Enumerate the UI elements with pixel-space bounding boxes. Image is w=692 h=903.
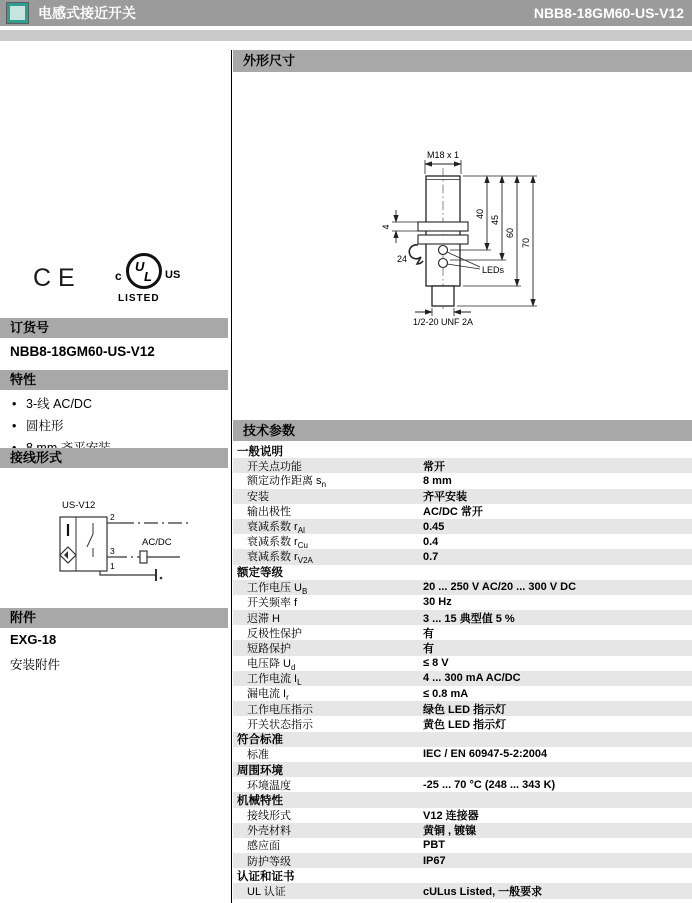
- spec-value: IEC / EN 60947-5-2:2004: [423, 748, 548, 761]
- spec-value: 有: [423, 627, 434, 640]
- tech-section-header: 技术参数: [233, 420, 692, 441]
- nut-thickness-label: 4: [381, 224, 391, 230]
- spec-label: 标准: [247, 749, 269, 762]
- terminal-3-label: 3: [110, 546, 115, 556]
- spec-label: 符合标准: [237, 734, 283, 747]
- spec-value: 常开: [423, 460, 445, 473]
- spec-label: 外壳材料: [247, 825, 291, 838]
- order-number-value: NBB8-18GM60-US-V12: [10, 344, 155, 359]
- spec-row: [233, 489, 692, 504]
- spec-row: [233, 671, 692, 686]
- spec-label: 衰减系数 $r_{Cu}$: [247, 536, 308, 551]
- spec-row: [233, 580, 692, 595]
- spec-row: [233, 777, 692, 792]
- spec-label: 输出极性: [247, 506, 291, 519]
- spec-row: [233, 549, 692, 564]
- tech-table: [233, 443, 692, 899]
- spec-label: 工作电压 $U_B$: [247, 581, 308, 596]
- spec-value: AC/DC 常开: [423, 506, 483, 519]
- header-part-number: NBB8-18GM60-US-V12: [533, 5, 684, 21]
- dim-70-label: 70: [521, 237, 531, 249]
- wiring-diagram: [30, 487, 210, 597]
- spec-label: 感应面: [247, 840, 280, 853]
- dim-60-label: 60: [505, 227, 515, 239]
- spec-row: [233, 701, 692, 716]
- spec-label: 工作电压指示: [247, 703, 313, 716]
- ul-c-label: c: [115, 269, 122, 283]
- spec-value: ≤ 0.8 mA: [423, 687, 469, 700]
- spec-value: 30 Hz: [423, 596, 452, 609]
- spec-label: 接线形式: [247, 810, 291, 823]
- header-substrip: [0, 30, 692, 41]
- connection-section-header: 接线形式: [0, 448, 228, 468]
- spec-label: 迟滞 H: [247, 612, 280, 625]
- spec-value: cULus Listed, 一般要求: [423, 886, 543, 899]
- spec-label: 额定等级: [237, 567, 283, 580]
- spec-label: 周围环境: [237, 764, 283, 777]
- spec-row: [233, 883, 692, 898]
- spec-row: [233, 823, 692, 838]
- spec-label: 安装: [247, 491, 269, 504]
- accessory-name: EXG-18: [10, 632, 57, 647]
- thread-top-label: M18 x 1: [426, 150, 460, 160]
- spec-label: 额定动作距离 $s_n$: [247, 475, 327, 490]
- feature-item: • 圆柱形: [10, 415, 225, 437]
- spec-value: 黄色 LED 指示灯: [423, 718, 507, 731]
- spec-row: [233, 640, 692, 655]
- spec-value: 4 ... 300 mA AC/DC: [423, 672, 521, 685]
- spec-label: 短路保护: [247, 643, 291, 656]
- spec-section-header: [233, 792, 692, 807]
- spec-row: [233, 519, 692, 534]
- load-symbol: [140, 551, 147, 563]
- thread-bottom-label: 1/2-20 UNF 2A: [412, 317, 474, 327]
- spec-label: 环境温度: [247, 779, 291, 792]
- spec-label: UL 认证: [247, 886, 286, 899]
- spec-row: [233, 458, 692, 473]
- wiring-model-label: US-V12: [62, 500, 96, 511]
- spec-value: 3 ... 15 典型值 5 %: [423, 612, 515, 625]
- ul-u-letter: U: [135, 259, 145, 274]
- spec-label: 衰减系数 $r_{V2A}$: [247, 551, 313, 566]
- spec-value: 0.7: [423, 550, 439, 563]
- spec-section-header: [233, 762, 692, 777]
- spec-value: 8 mm: [423, 474, 452, 487]
- spec-label: 反极性保护: [247, 627, 302, 640]
- spec-section-header: [233, 443, 692, 458]
- spec-row: [233, 686, 692, 701]
- spec-label: 防护等级: [247, 855, 291, 868]
- accessories-section-header: 附件: [0, 608, 228, 628]
- leds-label: LEDs: [482, 265, 505, 275]
- order-number-section-header: 订货号: [0, 318, 228, 338]
- spec-label: 衰减系数 $r_{Al}$: [247, 520, 305, 536]
- spec-value: ≤ 8 V: [423, 657, 449, 670]
- ul-l-letter: L: [144, 269, 152, 284]
- spec-row: [233, 625, 692, 640]
- terminal-2-label: 2: [110, 512, 115, 522]
- dimensions-section-header: 外形尺寸: [233, 50, 692, 72]
- top-header-bar: [0, 0, 692, 26]
- spec-value: IP67: [423, 854, 446, 867]
- ul-circle-icon: [126, 253, 162, 289]
- brand-square-icon: [7, 3, 28, 23]
- spec-value: 0.4: [423, 535, 439, 548]
- spec-value: PBT: [423, 839, 445, 852]
- terminal-1-label: 1: [110, 561, 115, 571]
- spec-row: [233, 504, 692, 519]
- spec-row: [233, 473, 692, 488]
- spec-label: 开关点功能: [247, 460, 302, 473]
- spec-value: 绿色 LED 指示灯: [423, 703, 507, 716]
- spec-row: [233, 747, 692, 762]
- spec-label: 电压降 $U_d$: [247, 657, 296, 672]
- spec-section-header: [233, 565, 692, 580]
- spec-label: 认证和证书: [237, 870, 295, 883]
- spec-value: 0.45: [423, 520, 445, 533]
- diamond-inner-symbol: [64, 551, 68, 559]
- cul-us-listed-logo: [104, 253, 186, 308]
- spec-label: 开关频率 f: [247, 597, 298, 610]
- spec-value: 20 ... 250 V AC/20 ... 300 V DC: [423, 581, 577, 594]
- spec-section-header: [233, 868, 692, 883]
- spec-label: 机械特性: [237, 794, 283, 807]
- feature-item: • 3-线 AC/DC: [10, 393, 225, 415]
- wrench-size-label: 24: [397, 254, 408, 264]
- spec-label: 一般说明: [237, 445, 283, 458]
- dimension-drawing: [330, 138, 610, 328]
- ul-listed-label: LISTED: [118, 293, 160, 304]
- dim-40-label: 40: [475, 208, 485, 220]
- spec-value: 有: [423, 643, 434, 656]
- ce-mark: CE: [33, 264, 82, 292]
- spec-row: [233, 853, 692, 868]
- spec-row: [233, 716, 692, 731]
- spec-label: 漏电流 $I_r$: [247, 688, 289, 703]
- spec-row: [233, 808, 692, 823]
- spec-row: [233, 595, 692, 610]
- spec-value: -25 ... 70 °C (248 ... 343 K): [423, 778, 556, 791]
- supply-label: AC/DC: [142, 537, 172, 548]
- spec-value: 齐平安装: [423, 491, 467, 504]
- spec-value: 黄铜 , 镀镍: [423, 825, 477, 838]
- wrench-icon: [409, 245, 423, 264]
- spec-row: [233, 838, 692, 853]
- spec-row: [233, 610, 692, 625]
- dim-45-label: 45: [490, 214, 500, 226]
- spec-label: 开关状态指示: [247, 718, 313, 731]
- spec-section-header: [233, 732, 692, 747]
- page-title: 电感式接近开关: [38, 5, 136, 21]
- accessory-description: 安装附件: [10, 658, 61, 672]
- spec-row: [233, 656, 692, 671]
- spec-row: [233, 534, 692, 549]
- features-section-header: 特性: [0, 370, 228, 390]
- spec-value: V12 连接器: [423, 810, 479, 823]
- column-divider: [231, 50, 232, 903]
- spec-label: 工作电流 $I_L$: [247, 672, 302, 687]
- ul-us-label: US: [165, 269, 181, 281]
